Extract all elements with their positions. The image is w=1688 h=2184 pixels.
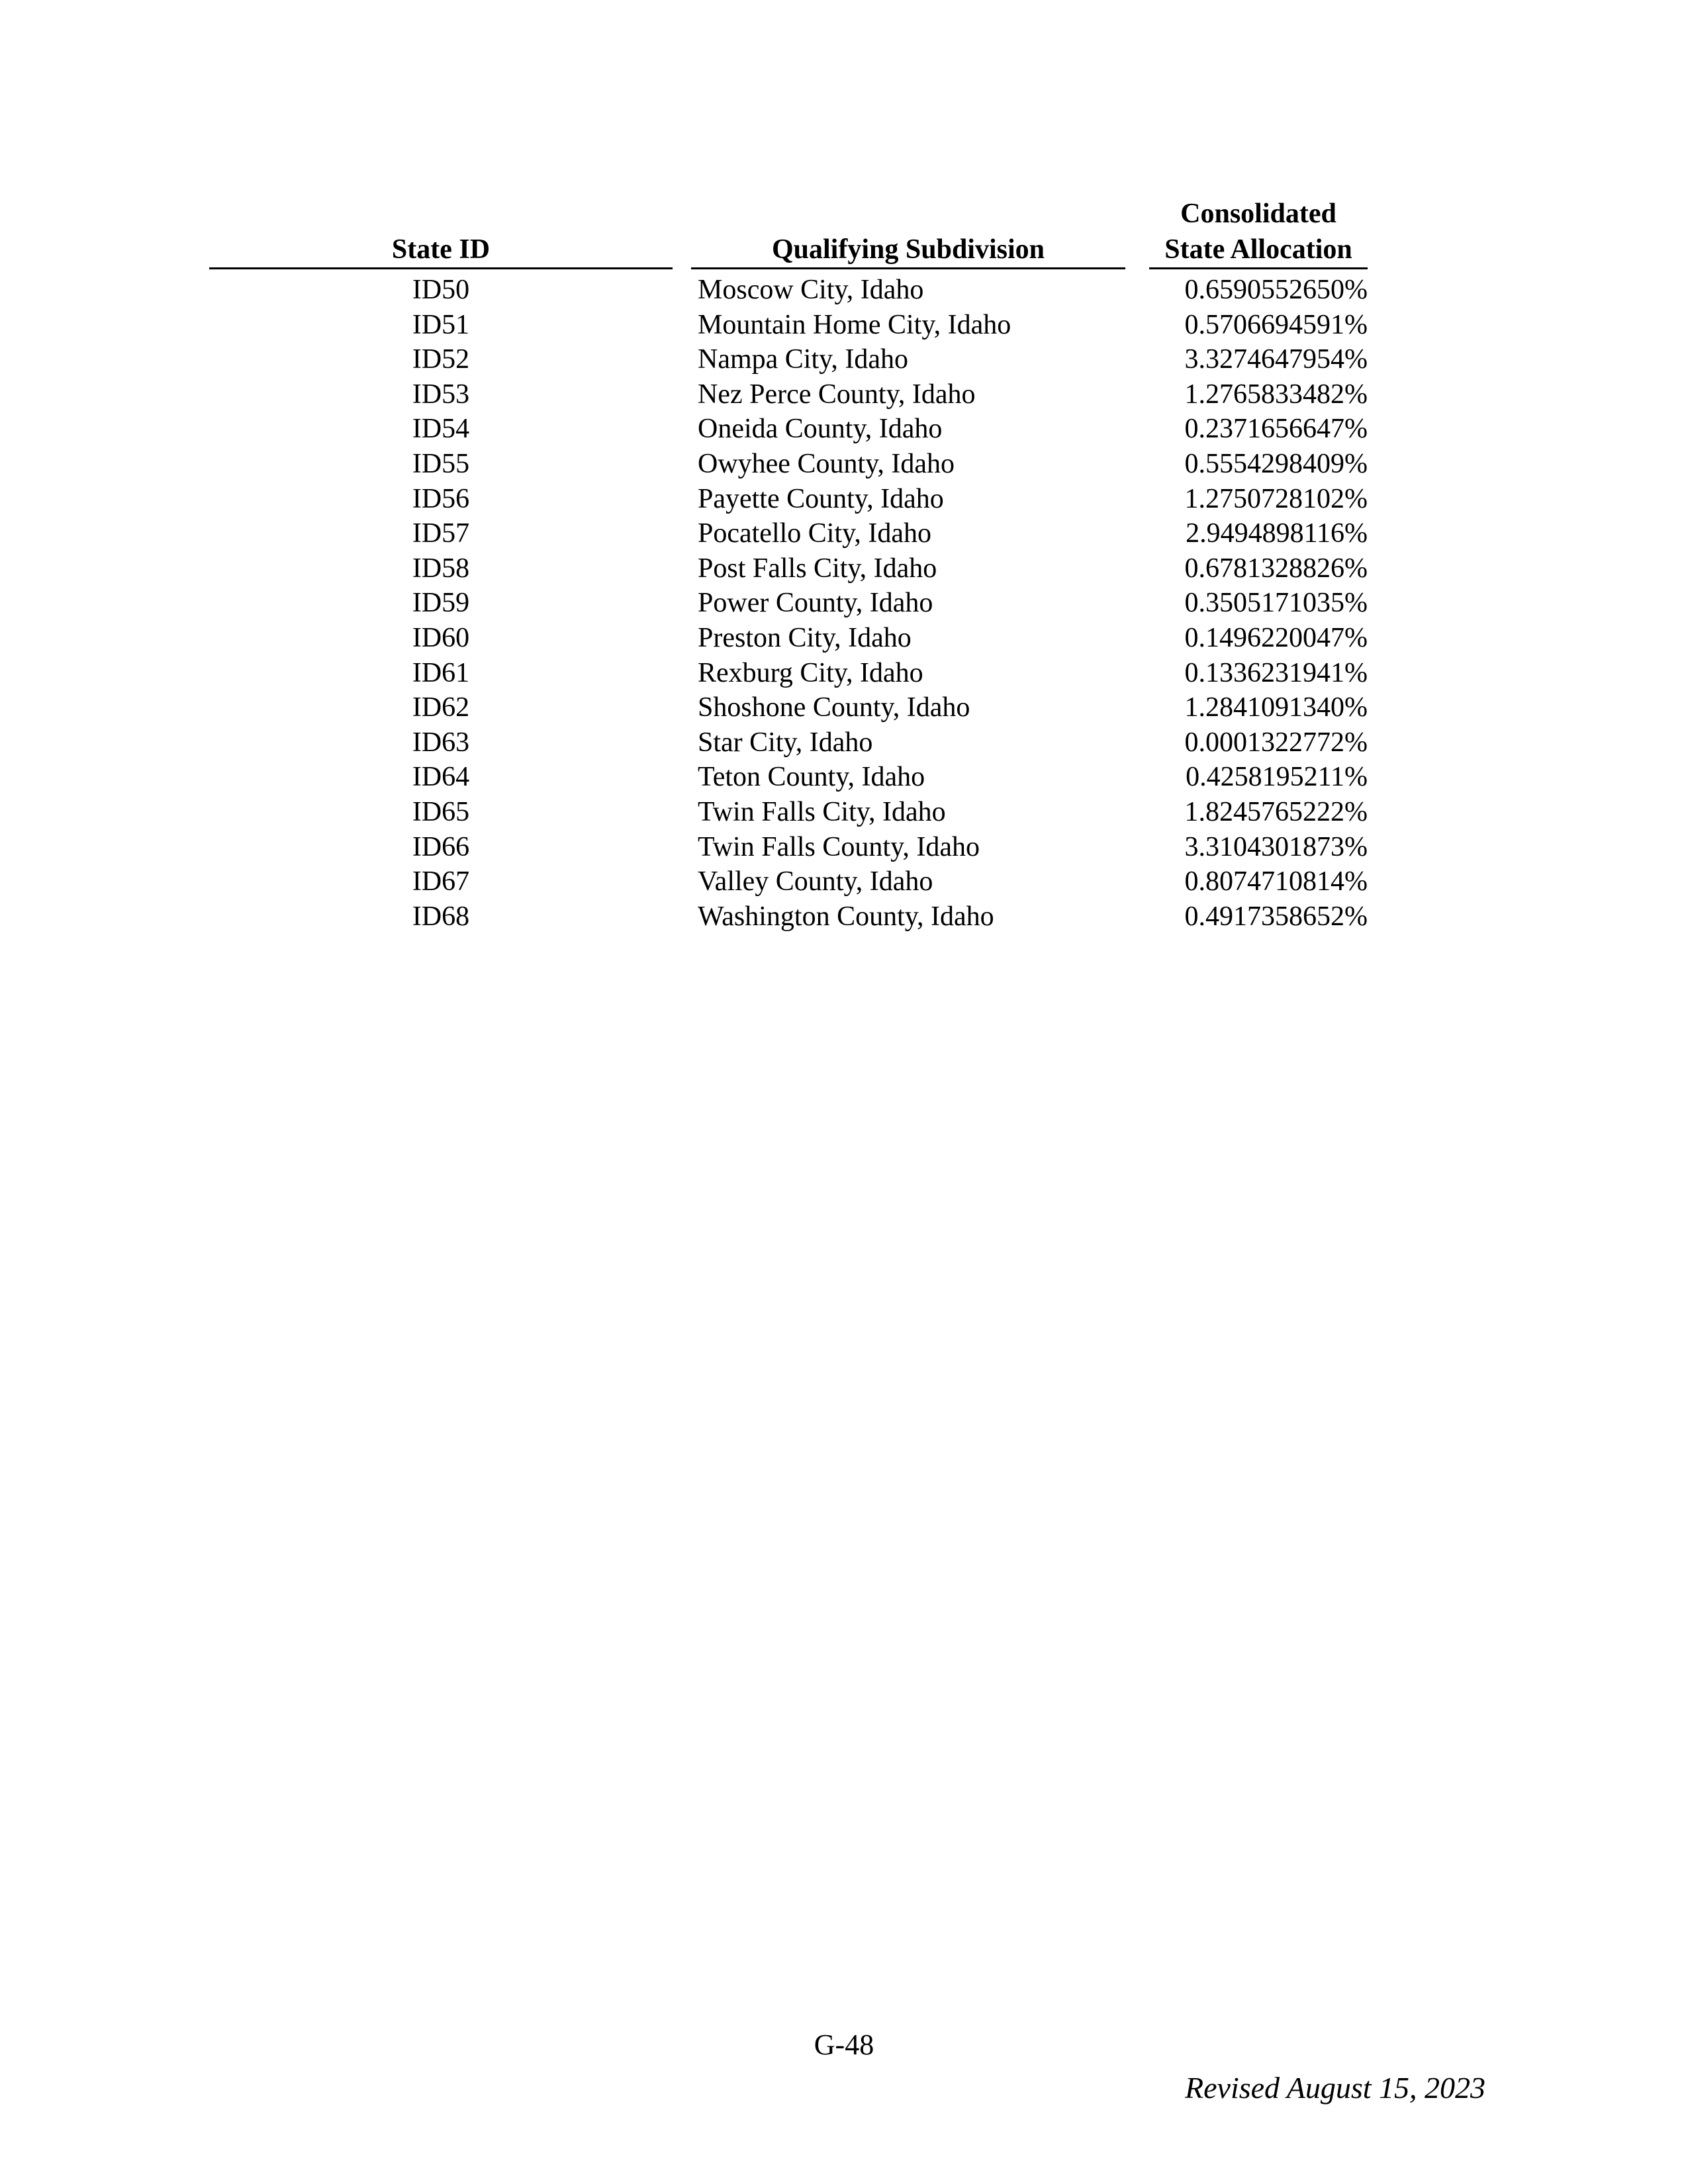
state-id-cell: ID51 xyxy=(412,309,470,340)
state-id-cell: ID54 xyxy=(412,414,470,445)
state-id-cell: ID65 xyxy=(412,796,470,827)
allocation-cell: 0.6590552650% xyxy=(1184,275,1368,305)
table-row xyxy=(0,864,1688,899)
column-header-state-id: State ID xyxy=(209,232,673,269)
state-id-cell: ID59 xyxy=(412,588,470,619)
subdivision-cell: Moscow City, Idaho xyxy=(698,275,924,305)
page-number: G-48 xyxy=(814,2028,874,2061)
state-id-cell: ID61 xyxy=(412,657,470,688)
column-header-allocation-line2: State Allocation xyxy=(1164,234,1352,265)
subdivision-cell: Oneida County, Idaho xyxy=(698,414,943,445)
subdivision-cell: Preston City, Idaho xyxy=(698,622,912,653)
table-row xyxy=(0,516,1688,551)
allocation-cell: 1.8245765222% xyxy=(1184,796,1368,827)
subdivision-cell: Twin Falls City, Idaho xyxy=(698,796,946,827)
allocation-cell: 1.2765833482% xyxy=(1184,379,1368,410)
subdivision-cell: Pocatello City, Idaho xyxy=(698,518,932,549)
table-row xyxy=(0,273,1688,308)
subdivision-cell: Shoshone County, Idaho xyxy=(698,692,970,723)
allocation-cell: 0.5554298409% xyxy=(1184,448,1368,479)
table-row xyxy=(0,482,1688,517)
table-row xyxy=(0,447,1688,482)
state-id-cell: ID64 xyxy=(412,762,470,793)
subdivision-cell: Nampa City, Idaho xyxy=(698,344,909,375)
state-id-cell: ID55 xyxy=(412,448,470,479)
allocation-table-body xyxy=(0,273,1688,934)
state-id-cell: ID66 xyxy=(412,831,470,862)
table-row xyxy=(0,656,1688,691)
allocation-cell: 3.3104301873% xyxy=(1184,831,1368,862)
state-id-cell: ID50 xyxy=(412,275,470,305)
table-row xyxy=(0,377,1688,412)
allocation-cell: 0.1336231941% xyxy=(1184,657,1368,688)
subdivision-cell: Post Falls City, Idaho xyxy=(698,553,937,584)
state-id-cell: ID63 xyxy=(412,727,470,758)
state-id-cell: ID62 xyxy=(412,692,470,723)
table-row xyxy=(0,725,1688,760)
table-row xyxy=(0,760,1688,795)
table-row xyxy=(0,690,1688,725)
allocation-cell: 0.1496220047% xyxy=(1184,622,1368,653)
table-row xyxy=(0,621,1688,656)
allocation-cell: 0.5706694591% xyxy=(1184,309,1368,340)
subdivision-cell: Rexburg City, Idaho xyxy=(698,657,923,688)
table-row xyxy=(0,586,1688,621)
subdivision-cell: Payette County, Idaho xyxy=(698,483,944,514)
table-row xyxy=(0,795,1688,830)
allocation-cell: 3.3274647954% xyxy=(1184,344,1368,375)
state-id-cell: ID57 xyxy=(412,518,470,549)
state-id-cell: ID67 xyxy=(412,866,470,897)
subdivision-cell: Twin Falls County, Idaho xyxy=(698,831,980,862)
column-header-consolidated-state-allocation xyxy=(1149,196,1368,269)
subdivision-cell: Power County, Idaho xyxy=(698,588,933,619)
column-header-allocation-line1: Consolidated xyxy=(1180,199,1336,229)
allocation-cell: 1.2841091340% xyxy=(1184,692,1368,723)
allocation-cell: 0.3505171035% xyxy=(1184,588,1368,619)
column-header-qualifying-subdivision: Qualifying Subdivision xyxy=(691,232,1125,269)
allocation-cell: 0.2371656647% xyxy=(1184,414,1368,445)
subdivision-cell: Star City, Idaho xyxy=(698,727,873,758)
allocation-cell: 1.2750728102% xyxy=(1184,483,1368,514)
subdivision-cell: Valley County, Idaho xyxy=(698,866,933,897)
table-row xyxy=(0,342,1688,377)
state-id-cell: ID58 xyxy=(412,553,470,584)
table-row xyxy=(0,899,1688,934)
subdivision-cell: Nez Perce County, Idaho xyxy=(698,379,976,410)
allocation-cell: 2.9494898116% xyxy=(1186,518,1368,549)
state-id-cell: ID56 xyxy=(412,483,470,514)
state-id-cell: ID68 xyxy=(412,901,470,932)
state-id-cell: ID52 xyxy=(412,344,470,375)
subdivision-cell: Mountain Home City, Idaho xyxy=(698,309,1011,340)
allocation-cell: 0.4258195211% xyxy=(1186,762,1368,793)
state-id-cell: ID60 xyxy=(412,622,470,653)
allocation-cell: 0.8074710814% xyxy=(1184,866,1368,897)
table-row xyxy=(0,551,1688,586)
subdivision-cell: Washington County, Idaho xyxy=(698,901,994,932)
allocation-cell: 0.0001322772% xyxy=(1184,727,1368,758)
table-row xyxy=(0,830,1688,865)
allocation-cell: 0.4917358652% xyxy=(1184,901,1368,932)
allocation-cell: 0.6781328826% xyxy=(1184,553,1368,584)
subdivision-cell: Owyhee County, Idaho xyxy=(698,448,955,479)
table-row xyxy=(0,308,1688,343)
revised-date: Revised August 15, 2023 xyxy=(1185,2071,1485,2105)
subdivision-cell: Teton County, Idaho xyxy=(698,762,925,793)
state-id-cell: ID53 xyxy=(412,379,470,410)
table-row xyxy=(0,412,1688,447)
